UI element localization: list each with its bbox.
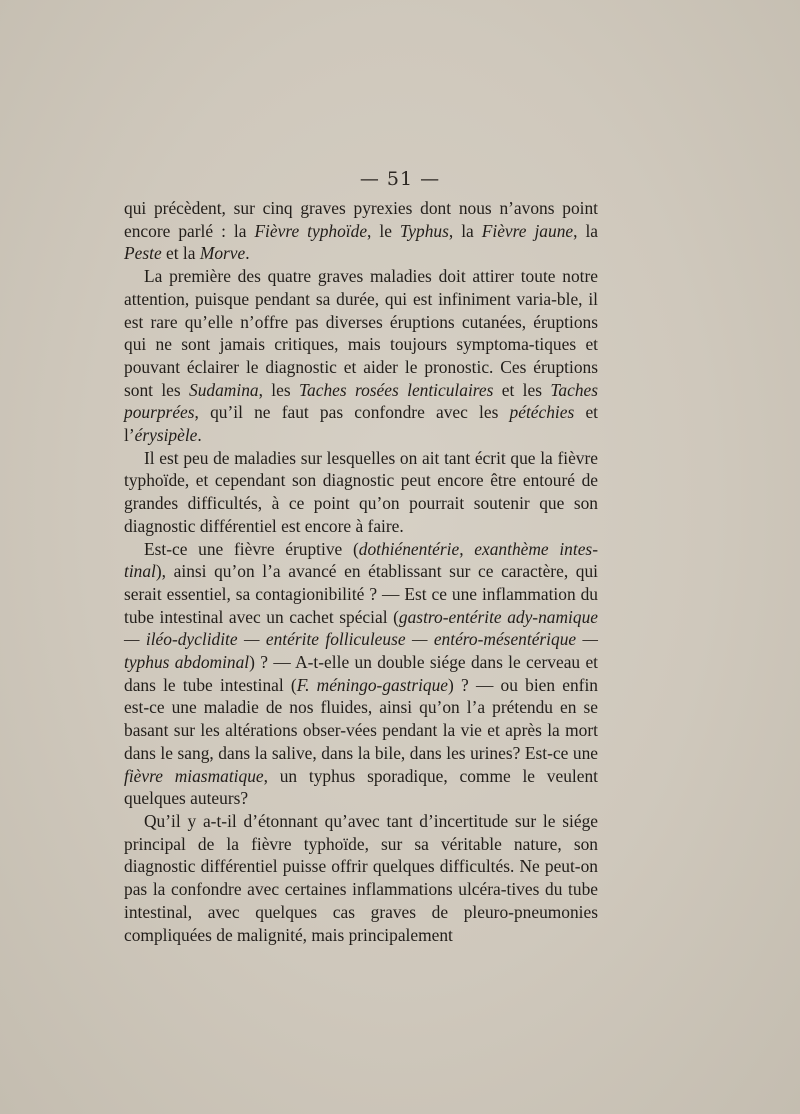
text-run: La première des quatre graves maladies doit attirer toute notre attention, puisque pendant sa durée, qui est infiniment varia-ble, il est rare qu’elle n’offre pas diverses éruptions cutanées, éruptions qui ne sont jamais critiques, mais toujours symptoma-tiques et pouvant éclairer le diagnostic et aider le pronostic. Ces éruptions sont les [124,266,598,400]
paragraph [124,197,598,265]
paragraph [124,538,598,810]
paragraph [124,447,598,538]
text-run: Qu’il y a-t-il d’étonnant qu’avec tant d’incertitude sur le siége principal de la fièvre typhoïde, sur sa véritable nature, son diagnostic différentiel puisse offrir quelques difficultés. Ne peut-on pas la confondre avec certaines inflammations ulcéra-tives du tube intestinal, avec quelques cas graves de pleuro-pneumonies compliquées de malignité, mais principalement [124,810,598,945]
text-run: , un typhus sporadique, comme le veulent quelques auteurs? [124,765,598,809]
italic-text: Taches rosées lenticulaires [298,379,494,400]
italic-text: Peste [124,243,162,264]
text-run: , la [573,220,598,241]
page-number: — 51 — [359,168,441,190]
text-run: , qu’il ne faut pas confondre avec les [194,402,510,423]
text-run: ) ? — ou bien enfin est-ce une maladie de nos fluides, ainsi qu’on l’a prétendu en se basant sur les altérations obser-vées pendant la vie et après la mort dans le sang, dans la salive, dans la bile, dans les urines? Est-ce une [124,674,598,763]
text-run: . [197,425,202,446]
text-run: , les [258,379,299,400]
text-run: Il est peu de maladies sur lesquelles on ait tant écrit que la fièvre typhoïde, et cependant son diagnostic peut encore être entouré de grandes difficultés, à ce point qu’on pourrait soutenir que son diagnostic différentiel est encore à faire. [124,447,598,536]
italic-text: érysipèle [134,425,198,446]
text-run: ), ainsi qu’on l’a avancé en établissant sur ce caractère, qui serait essentiel, sa contagionibilité ? — Est ce une inflammation du tube intestinal avec un cachet spécial ( [124,561,598,627]
italic-text: dothiénentérie, exanthème intes-tinal [124,538,598,582]
text-run: et la [161,243,200,264]
paragraph [124,265,598,447]
italic-text: F. méningo-gastrique [296,674,449,695]
italic-text: Sudamina [189,379,259,400]
text-run: , le [367,220,400,241]
text-run: , la [448,220,482,241]
text-run: ) ? — A-t-elle un double siége dans le cerveau et dans le tube intestinal ( [124,652,598,695]
italic-text: pétéchies [509,402,575,423]
italic-text: Fièvre jaune [481,220,574,241]
text-run: Est-ce une fièvre éruptive ( [144,538,359,559]
italic-text: fièvre miasmatique [124,765,264,786]
text-run: et les [493,379,551,400]
text-run: qui précèdent, sur cinq graves pyrexies dont nous n’avons point encore parlé : la [124,198,598,241]
italic-text: Fièvre typhoïde [254,220,368,241]
italic-text: Taches pourprées [124,379,598,423]
italic-text: Typhus [399,220,449,241]
italic-text: gastro-entérite ady-namique — iléo-dyclidite — entérite folliculeuse — entéro-mésentérique — typhus abdominal [124,606,598,673]
body-text [124,197,598,946]
paragraph [124,810,598,946]
italic-text: Morve [199,243,246,264]
text-run: et l’ [124,402,598,446]
text-run: . [245,243,250,264]
